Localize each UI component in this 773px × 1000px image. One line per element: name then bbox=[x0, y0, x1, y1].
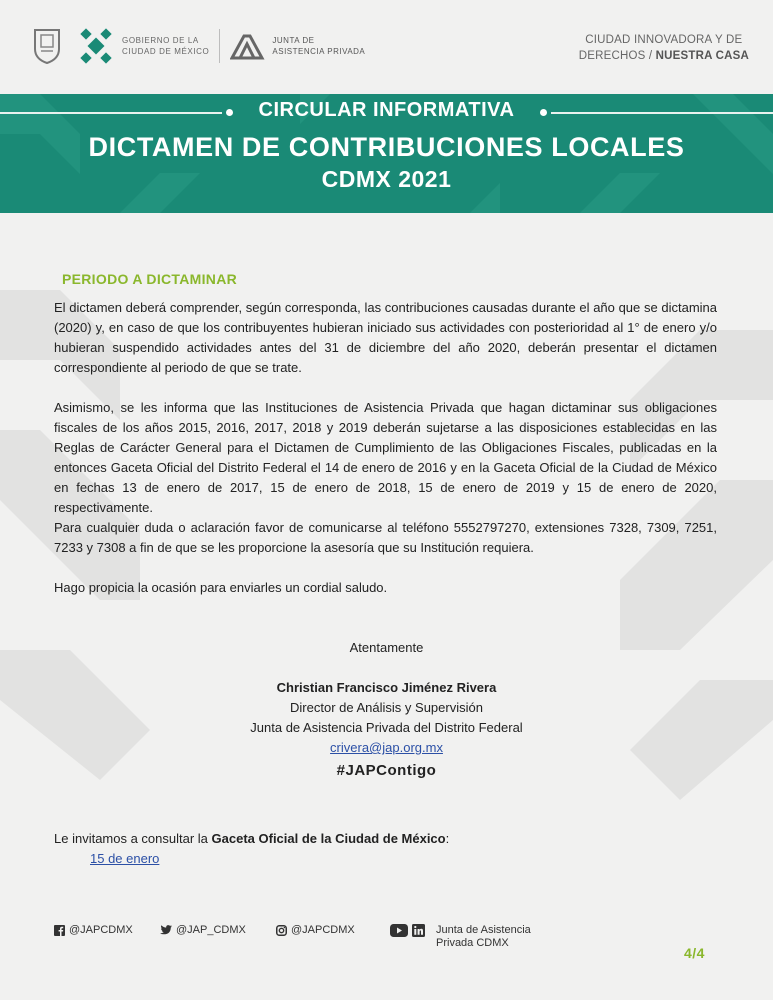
signature-closing: Atentamente bbox=[349, 640, 424, 655]
cdmx-logo-icon bbox=[76, 26, 116, 66]
logo-divider bbox=[219, 29, 220, 63]
instagram-handle[interactable]: @JAPCDMX bbox=[276, 924, 355, 936]
banner-title: DICTAMEN DE CONTRIBUCIONES LOCALES bbox=[88, 132, 685, 162]
paragraph-reglas: Asimismo, se les informa que las Instituciones de Asistencia Privada que hagan dictaminar sus obligaciones fiscales de los años 2015, 2016, 2017, 2018 y 2019 deberán sujetarse a las disposiciones establecidas en las Reglas de Carácter General para el Dictamen de Cumplimiento de las Obligaciones Fiscales, publicadas en la entonces Gaceta Oficial del Distrito Federal el 14 de enero de 2016 y en la Gaceta Oficial de la Ciudad de México en fechas 13 de enero de 2017, 15 de enero de 2018, 15 de enero de 2019 y 15 de enero de 2020, respectivamente. bbox=[54, 400, 717, 515]
jap-logo-icon bbox=[230, 32, 266, 60]
gaceta-link[interactable]: 15 de enero bbox=[90, 851, 160, 866]
paragraph-saludo: Hago propicia la ocasión para enviarles un cordial saludo. bbox=[54, 580, 388, 595]
channel-name: Junta de Asistencia Privada CDMX bbox=[436, 924, 531, 949]
signature-name: Christian Francisco Jiménez Rivera bbox=[276, 680, 497, 695]
banner-kicker: CIRCULAR INFORMATIVA bbox=[258, 99, 515, 121]
signature-org: Junta de Asistencia Privada del Distrito Federal bbox=[250, 720, 523, 735]
youtube-linkedin-links[interactable] bbox=[390, 924, 429, 937]
page-number: 4/4 bbox=[684, 945, 705, 961]
gaceta-invite: Le invitamos a consultar la Gaceta Oficial de la Ciudad de México: bbox=[54, 831, 450, 846]
jap-wordmark: JUNTA DE ASISTENCIA PRIVADA bbox=[272, 36, 366, 56]
section-title: PERIODO A DICTAMINAR bbox=[62, 271, 238, 287]
paragraph-periodo: El dictamen deberá comprender, según corresponda, las contribuciones causadas durante el año que se dictamina (2020) y, en caso de que los contribuyentes hubieran iniciado sus actividades con posterioridad al 1° de enero y/o hubieran suspendido actividades antes del 31 de diciembre del año 2020, deberán presentar el dictamen correspondiente al periodo de que se trate. bbox=[54, 300, 717, 375]
facebook-icon bbox=[54, 925, 65, 936]
title-banner bbox=[0, 94, 773, 213]
banner-subtitle: CDMX 2021 bbox=[321, 166, 452, 192]
instagram-icon bbox=[276, 925, 287, 936]
paragraph-contacto: Para cualquier duda o aclaración favor de comunicarse al teléfono 5552797270, extensiones 7328, 7309, 7251, 7233 y 7308 a fin de que se les proporcione la asesoría que su Institución requiera. bbox=[54, 520, 717, 555]
linkedin-icon bbox=[412, 924, 425, 937]
gov-cdmx-wordmark: GOBIERNO DE LA CIUDAD DE MÉXICO bbox=[122, 36, 210, 56]
header-tagline: CIUDAD INNOVADORA Y DE DERECHOS / NUESTRA CASA bbox=[578, 34, 749, 62]
signature-email-link[interactable]: crivera@jap.org.mx bbox=[330, 740, 443, 755]
twitter-icon bbox=[160, 925, 172, 935]
cdmx-shield-icon bbox=[32, 27, 62, 65]
facebook-handle[interactable]: @JAPCDMX bbox=[54, 924, 133, 936]
twitter-handle[interactable]: @JAP_CDMX bbox=[160, 924, 246, 936]
signature-role: Director de Análisis y Supervisión bbox=[290, 700, 483, 715]
header-logos bbox=[32, 24, 365, 68]
youtube-icon bbox=[390, 924, 408, 937]
signature-hashtag: #JAPContigo bbox=[336, 762, 437, 779]
